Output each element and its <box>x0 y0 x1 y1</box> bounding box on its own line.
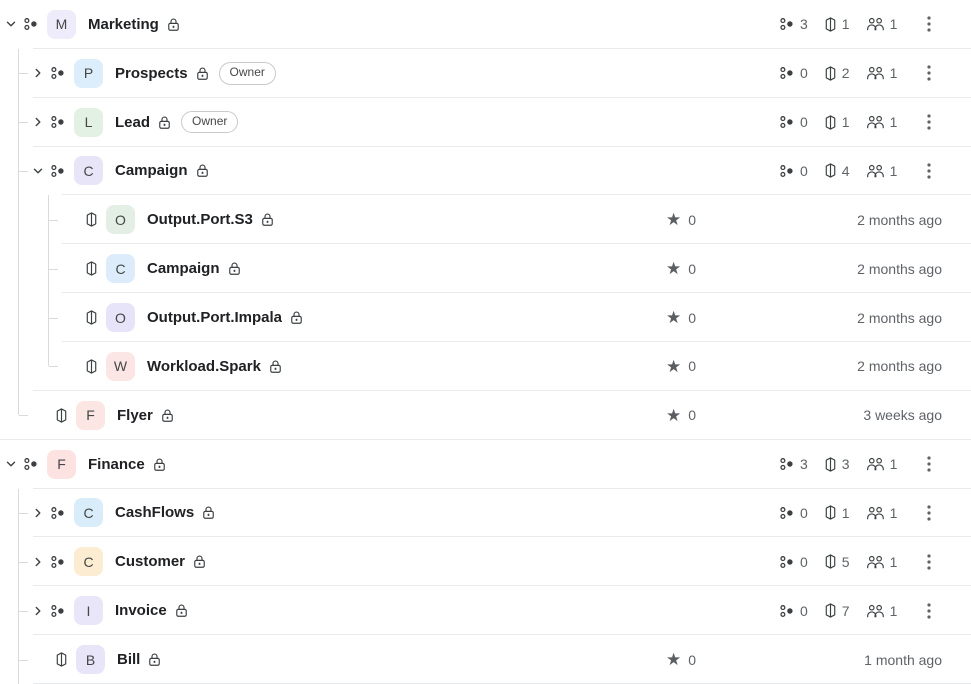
tree-connector-elbow <box>19 73 28 74</box>
row-title: CashFlows <box>115 504 195 522</box>
favorites-control[interactable] <box>666 391 696 440</box>
members-count-value: 1 <box>889 162 898 179</box>
products-count <box>824 16 850 32</box>
lock-icon <box>261 212 274 227</box>
row-title: Campaign <box>115 162 188 180</box>
lock-icon <box>161 408 174 423</box>
nodes-icon <box>779 505 795 521</box>
people-icon <box>866 555 885 569</box>
row-title: Bill <box>117 651 141 669</box>
nodes-icon <box>50 554 66 570</box>
star-icon: ★ <box>666 259 682 279</box>
chevron-right-icon[interactable] <box>32 116 44 128</box>
chevron-down-icon <box>5 458 17 470</box>
cube-icon <box>824 66 837 81</box>
avatar: B <box>76 645 105 674</box>
nodes-icon <box>50 114 66 130</box>
lock-icon <box>153 457 166 472</box>
kebab-menu-icon[interactable] <box>922 440 936 489</box>
people-icon <box>866 164 885 178</box>
cube-icon <box>824 115 837 130</box>
kebab-menu-icon <box>927 65 931 81</box>
cube-icon <box>824 505 837 520</box>
lock-icon <box>269 359 282 374</box>
kebab-menu-icon <box>927 16 931 32</box>
row-stats <box>779 489 897 538</box>
nodes-icon <box>50 603 66 619</box>
products-count <box>824 505 850 521</box>
lock-icon <box>175 603 188 618</box>
members-count <box>866 163 898 179</box>
updated-timestamp: 2 months ago <box>857 358 942 375</box>
row-title: Invoice <box>115 602 167 620</box>
members-count-value: 1 <box>889 553 898 570</box>
members-count-value: 1 <box>889 65 898 82</box>
lock-icon <box>196 163 209 178</box>
products-count-value: 7 <box>841 602 850 619</box>
nodes-icon <box>50 65 66 81</box>
people-icon <box>866 506 885 520</box>
products-count-value: 5 <box>841 553 850 570</box>
products-count <box>824 456 850 472</box>
products-count-value: 4 <box>841 162 850 179</box>
cube-icon <box>85 212 98 227</box>
row-stats <box>779 537 897 586</box>
avatar: F <box>76 401 105 430</box>
tree-row-group[interactable] <box>0 586 971 635</box>
star-icon: ★ <box>666 650 682 670</box>
tree-connector-elbow <box>19 660 28 661</box>
lock-icon <box>158 115 171 130</box>
lock-icon <box>193 554 206 569</box>
avatar: C <box>74 156 103 185</box>
row-stats <box>779 586 897 635</box>
nodes-icon <box>779 456 795 472</box>
chevron-right-icon[interactable] <box>32 556 44 568</box>
kebab-menu-icon <box>927 163 931 179</box>
row-title: Lead <box>115 113 151 131</box>
chevron-right-icon <box>32 507 44 519</box>
nodes-icon <box>779 603 795 619</box>
nodes-icon <box>779 114 795 130</box>
nodes-icon <box>23 16 39 32</box>
members-count <box>866 505 898 521</box>
tree-connector-elbow <box>19 122 28 123</box>
lock-icon <box>148 652 161 667</box>
lock-icon <box>290 310 303 325</box>
people-icon <box>866 66 885 80</box>
favorites-control[interactable] <box>666 342 696 391</box>
products-count <box>824 163 850 179</box>
row-title: Prospects <box>115 64 188 82</box>
favorites-control[interactable] <box>666 293 696 342</box>
cube-icon <box>824 457 837 472</box>
products-count-value: 1 <box>841 504 850 521</box>
cube-icon <box>55 652 68 667</box>
people-icon <box>866 604 885 618</box>
people-icon <box>866 66 885 80</box>
lock-icon <box>153 457 166 472</box>
chevron-right-icon <box>32 116 44 128</box>
avatar: C <box>74 498 103 527</box>
chevron-right-icon[interactable] <box>32 507 44 519</box>
lock-icon <box>148 652 161 667</box>
subgroups-count-value: 0 <box>800 553 808 570</box>
updated-timestamp: 2 months ago <box>857 211 942 228</box>
members-count <box>866 16 898 32</box>
subgroups-count-value: 0 <box>800 602 808 619</box>
row-stats <box>779 440 897 489</box>
tree-connector-line <box>18 489 19 684</box>
tree-connector-elbow <box>49 366 58 367</box>
tree-row-group[interactable] <box>0 537 971 586</box>
nodes-icon <box>50 603 66 619</box>
subgroups-count <box>779 456 808 472</box>
kebab-menu-icon[interactable] <box>922 147 936 196</box>
nodes-icon <box>779 456 795 472</box>
nodes-icon <box>23 16 39 32</box>
subgroups-count <box>779 163 808 179</box>
chevron-down-icon <box>32 165 44 177</box>
row-title: Campaign <box>147 260 220 278</box>
subgroups-count-value: 0 <box>800 65 808 82</box>
people-icon <box>866 555 885 569</box>
subgroups-count <box>779 554 808 570</box>
products-count-value: 3 <box>841 456 850 473</box>
people-icon <box>866 457 885 471</box>
cube-icon <box>55 408 68 423</box>
kebab-menu-icon <box>927 114 931 130</box>
kebab-menu-icon[interactable] <box>922 0 936 49</box>
people-icon <box>866 457 885 471</box>
lock-icon <box>261 212 274 227</box>
tree-row-product[interactable] <box>0 293 971 342</box>
cube-icon <box>85 359 98 374</box>
favorites-count: 0 <box>688 309 697 326</box>
cube-icon <box>55 408 68 423</box>
tree-connector-elbow <box>19 171 28 172</box>
tree-row-product[interactable] <box>0 195 971 244</box>
members-count-value: 1 <box>889 456 898 473</box>
cube-icon <box>824 554 837 569</box>
owner-badge: Owner <box>219 62 276 85</box>
cube-icon <box>85 261 98 276</box>
star-icon: ★ <box>666 356 682 376</box>
members-count-value: 1 <box>889 16 898 33</box>
subgroups-count <box>779 16 808 32</box>
chevron-down-icon <box>5 18 17 30</box>
kebab-menu-icon[interactable] <box>922 49 936 98</box>
lock-icon <box>193 554 206 569</box>
members-count-value: 1 <box>889 114 898 131</box>
nodes-icon <box>779 65 795 81</box>
people-icon <box>866 17 885 31</box>
kebab-menu-icon[interactable] <box>922 489 936 538</box>
nodes-icon <box>779 163 795 179</box>
tree-row-group[interactable] <box>0 440 971 489</box>
tree-row-group[interactable] <box>0 489 971 538</box>
chevron-right-icon[interactable] <box>32 67 44 79</box>
favorites-count: 0 <box>688 211 697 228</box>
products-count-value: 2 <box>841 65 850 82</box>
people-icon <box>866 506 885 520</box>
cube-icon <box>824 457 837 472</box>
chevron-right-icon <box>32 605 44 617</box>
nodes-icon <box>23 456 39 472</box>
nodes-icon <box>779 16 795 32</box>
lock-icon <box>269 359 282 374</box>
members-count <box>866 456 898 472</box>
subgroups-count-value: 3 <box>800 456 808 473</box>
avatar: W <box>106 352 135 381</box>
cube-icon <box>85 310 98 325</box>
chevron-right-icon <box>32 67 44 79</box>
avatar: M <box>47 10 76 39</box>
cube-icon <box>824 17 837 32</box>
people-icon <box>866 164 885 178</box>
lock-icon <box>161 408 174 423</box>
nodes-icon <box>779 163 795 179</box>
products-count-value: 1 <box>841 114 850 131</box>
people-icon <box>866 115 885 129</box>
lock-icon <box>202 505 215 520</box>
row-title: Workload.Spark <box>147 357 261 375</box>
row-stats <box>779 0 897 49</box>
nodes-icon <box>779 16 795 32</box>
cube-icon <box>85 212 98 227</box>
nodes-icon <box>779 603 795 619</box>
subgroups-count <box>779 603 808 619</box>
cube-icon <box>824 603 837 618</box>
row-title: Flyer <box>117 406 153 424</box>
favorites-count: 0 <box>688 358 697 375</box>
people-icon <box>866 115 885 129</box>
nodes-icon <box>779 114 795 130</box>
nodes-icon <box>50 65 66 81</box>
avatar: C <box>74 547 103 576</box>
tree-connector-elbow <box>19 562 28 563</box>
nodes-icon <box>779 554 795 570</box>
row-title: Customer <box>115 553 186 571</box>
nodes-icon <box>23 456 39 472</box>
nodes-icon <box>779 65 795 81</box>
tree-row-group[interactable] <box>0 147 971 196</box>
lock-icon <box>228 261 241 276</box>
nodes-icon <box>50 554 66 570</box>
cube-icon <box>85 310 98 325</box>
avatar: F <box>47 450 76 479</box>
updated-timestamp: 2 months ago <box>857 260 942 277</box>
tree-connector-elbow <box>19 415 28 416</box>
lock-icon <box>175 603 188 618</box>
nodes-icon <box>50 163 66 179</box>
nodes-icon <box>50 505 66 521</box>
kebab-menu-icon <box>927 603 931 619</box>
star-icon: ★ <box>666 210 682 230</box>
chevron-right-icon <box>32 556 44 568</box>
subgroups-count <box>779 65 808 81</box>
tree-row-product[interactable] <box>0 342 971 391</box>
tree-row-group[interactable] <box>0 98 971 147</box>
tree-connector-elbow <box>19 611 28 612</box>
tree-connector-elbow <box>49 318 58 319</box>
members-count <box>866 114 898 130</box>
owner-badge: Owner <box>181 111 238 134</box>
lock-icon <box>228 261 241 276</box>
lock-icon <box>196 163 209 178</box>
members-count <box>866 554 898 570</box>
chevron-right-icon[interactable] <box>32 605 44 617</box>
tree-row-product[interactable] <box>0 391 971 440</box>
tree-connector-elbow <box>49 269 58 270</box>
avatar: L <box>74 108 103 137</box>
tree-connector-elbow <box>49 220 58 221</box>
favorites-control[interactable] <box>666 635 696 684</box>
tree-row-group[interactable] <box>0 49 971 98</box>
tree-row-product[interactable] <box>0 635 971 684</box>
cube-icon <box>824 66 837 81</box>
star-icon: ★ <box>666 308 682 328</box>
chevron-down-icon[interactable] <box>32 165 44 177</box>
nodes-icon <box>779 505 795 521</box>
nodes-icon <box>50 114 66 130</box>
lock-icon <box>167 17 180 32</box>
tree-connector-elbow <box>19 513 28 514</box>
members-count <box>866 65 898 81</box>
favorites-control[interactable] <box>666 195 696 244</box>
cube-icon <box>85 261 98 276</box>
lock-icon <box>202 505 215 520</box>
row-stats <box>779 147 897 196</box>
cube-icon <box>824 554 837 569</box>
kebab-menu-icon[interactable] <box>922 98 936 147</box>
updated-timestamp: 2 months ago <box>857 309 942 326</box>
products-count <box>824 554 850 570</box>
row-title: Output.Port.Impala <box>147 309 282 327</box>
favorites-count: 0 <box>688 260 697 277</box>
cube-icon <box>824 17 837 32</box>
tree-row-product[interactable] <box>0 244 971 293</box>
chevron-down-icon[interactable] <box>5 18 17 30</box>
kebab-menu-icon[interactable] <box>922 537 936 586</box>
members-count-value: 1 <box>889 602 898 619</box>
nodes-icon <box>779 554 795 570</box>
avatar: O <box>106 205 135 234</box>
products-count <box>824 114 850 130</box>
updated-timestamp: 1 month ago <box>864 651 942 668</box>
updated-timestamp: 3 weeks ago <box>863 407 942 424</box>
tree-row-group[interactable] <box>0 0 971 49</box>
nodes-icon <box>50 505 66 521</box>
favorites-count: 0 <box>688 407 697 424</box>
cube-icon <box>824 505 837 520</box>
lock-icon <box>290 310 303 325</box>
kebab-menu-icon <box>927 554 931 570</box>
row-title: Finance <box>88 455 145 473</box>
cube-icon <box>824 163 837 178</box>
cube-icon <box>85 359 98 374</box>
cube-icon <box>824 603 837 618</box>
subgroups-count-value: 3 <box>800 16 808 33</box>
lock-icon <box>167 17 180 32</box>
lock-icon <box>196 66 209 81</box>
members-count <box>866 603 898 619</box>
lock-icon <box>158 115 171 130</box>
kebab-menu-icon <box>927 505 931 521</box>
subgroups-count-value: 0 <box>800 162 808 179</box>
kebab-menu-icon[interactable] <box>922 586 936 635</box>
cube-icon <box>824 115 837 130</box>
avatar: C <box>106 254 135 283</box>
products-count <box>824 603 850 619</box>
cube-icon <box>824 163 837 178</box>
avatar: P <box>74 59 103 88</box>
row-stats <box>779 98 897 147</box>
subgroups-count <box>779 505 808 521</box>
avatar: O <box>106 303 135 332</box>
row-title: Marketing <box>88 15 159 33</box>
avatar: I <box>74 596 103 625</box>
chevron-down-icon[interactable] <box>5 458 17 470</box>
products-count-value: 1 <box>841 16 850 33</box>
tree-connector-line <box>48 195 49 366</box>
products-count <box>824 65 850 81</box>
people-icon <box>866 604 885 618</box>
lock-icon <box>196 66 209 81</box>
star-icon: ★ <box>666 405 682 425</box>
members-count-value: 1 <box>889 504 898 521</box>
favorites-count: 0 <box>688 651 697 668</box>
row-title: Output.Port.S3 <box>147 211 253 229</box>
row-stats <box>779 49 897 98</box>
tree-connector-line <box>18 49 19 415</box>
nodes-icon <box>50 163 66 179</box>
people-icon <box>866 17 885 31</box>
subgroups-count-value: 0 <box>800 114 808 131</box>
cube-icon <box>55 652 68 667</box>
subgroups-count <box>779 114 808 130</box>
favorites-control[interactable] <box>666 244 696 293</box>
kebab-menu-icon <box>927 456 931 472</box>
subgroups-count-value: 0 <box>800 504 808 521</box>
